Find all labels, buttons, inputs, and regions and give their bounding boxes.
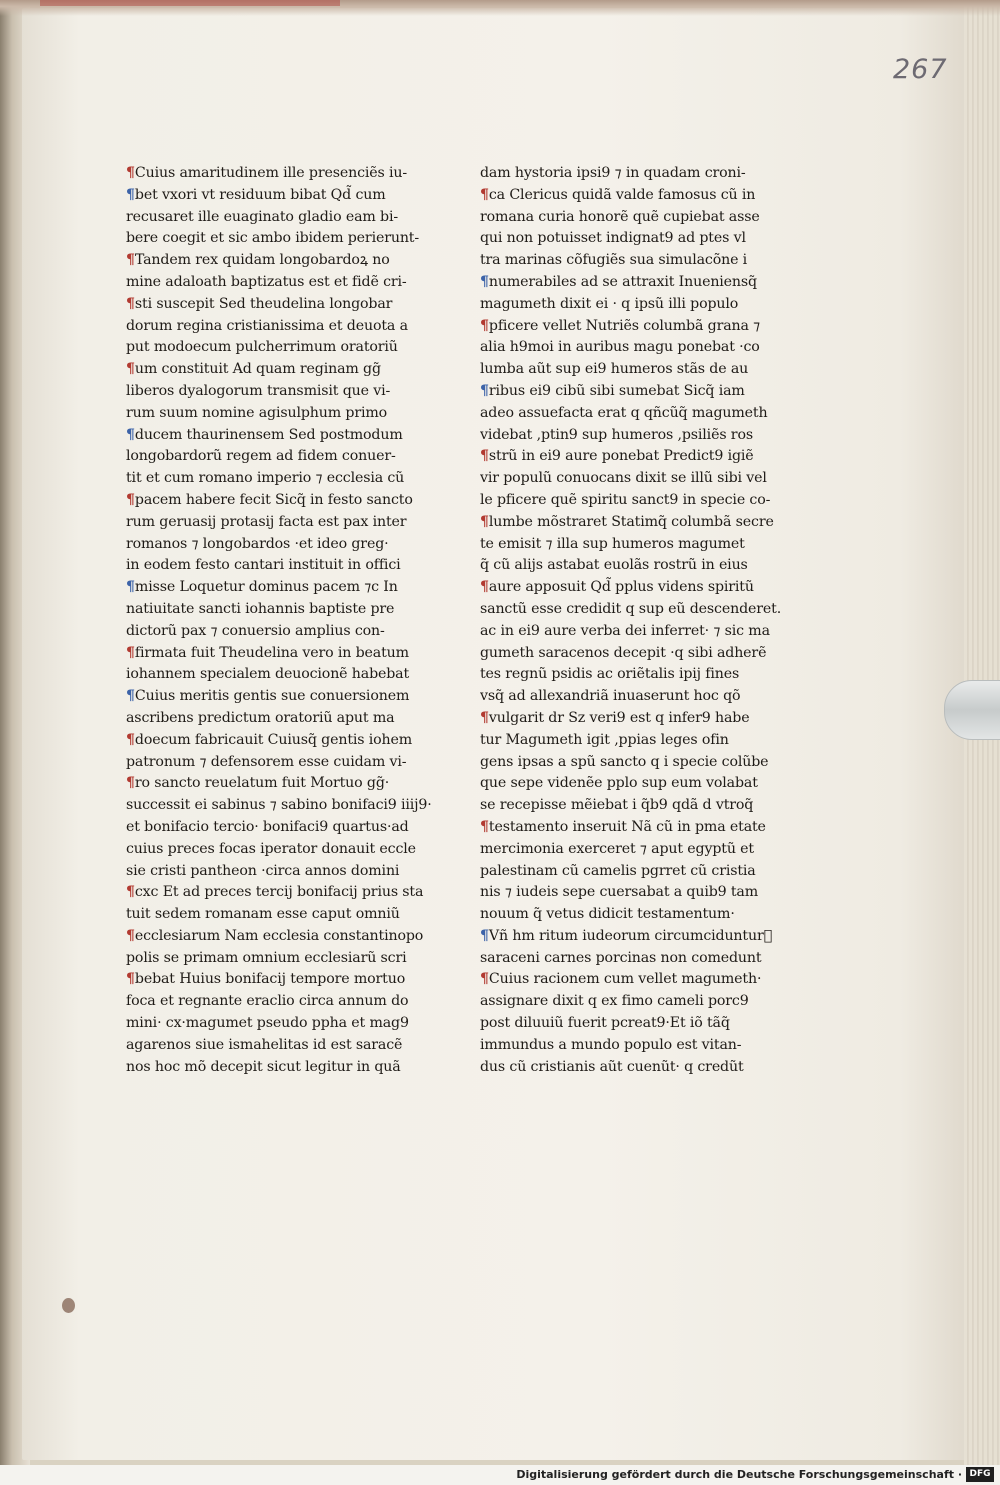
text-line: dam hystoria ipsi9 ⁊ in quadam croni- [480,165,746,181]
left-text-column [126,163,438,1078]
text-line: palestinam cũ camelis pgrret cũ cristia [480,862,756,879]
text-line: longobardorũ regem ad fidem conuer- [126,448,396,465]
text-line: mine adaloath baptizatus est et fidẽ cri- [126,273,407,290]
text-line: ¶Cuius racionem cum vellet magumeth· [480,971,762,988]
rubricated-initial: ¶ [480,709,489,726]
text-line: vir populũ conuocans dixit se illũ sibi vel [480,470,767,487]
rubricated-initial: ¶ [126,971,135,988]
text-line: sie cristi pantheon ·circa annos domini [126,862,400,879]
text-line: ¶testamento inseruit Nã cũ in pma etate [480,818,766,835]
right-text-column [480,163,792,1078]
rubricated-initial: ¶ [480,927,489,944]
funding-credit: Digitalisierung gefördert durch die Deutsche Forschungsgemeinschaft · [516,1468,962,1481]
text-line: q̃ cũ alijs astabat euolãs rostrũ in eius [480,557,748,574]
text-line: ¶firmata fuit Theudelina vero in beatum [126,644,409,661]
rubricated-initial: ¶ [480,971,489,988]
text-line: romana curia honorẽ quẽ cupiebat asse [480,208,760,225]
text-line: dus cũ cristianis aũt cuenũt· q credũt [480,1058,744,1075]
text-line: se recepisse mẽiebat i q̃b9 qdã d vtroq̃ [480,797,754,814]
dfg-logo: DFG [966,1467,994,1482]
rubricated-initial: ¶ [126,186,135,203]
rubricated-initial: ¶ [126,252,135,269]
footer-bar [0,1465,1000,1485]
text-line: ¶bebat Huius bonifacij tempore mortuo [126,971,406,988]
text-line: ¶sti suscepit Sed theudelina longobar [126,295,393,312]
text-line: dictorũ pax ⁊ conuersio amplius con- [126,622,385,639]
text-line: ¶doecum fabricauit Cuiusq̃ gentis iohem [126,731,413,748]
text-line: rum suum nomine agisulphum primo [126,404,388,421]
text-line: ¶numerabiles ad se attraxit Inueniensq̃ [480,273,757,290]
text-line: liberos dyalogorum transmisit que vi- [126,382,391,399]
text-line: ¶pacem habere fecit Sicq̃ in festo sancto [126,491,413,508]
rubricated-initial: ¶ [480,448,489,465]
text-line: romanos ⁊ longobardos ·et ideo greg· [126,535,389,552]
text-line: et bonifacio tercio· bonifaci9 quartus·ad [126,818,409,835]
text-line: ¶misse Loquetur dominus pacem ⁊c In [126,579,398,596]
text-line: tit et cum romano imperio ⁊ ecclesia cũ [126,470,405,487]
text-line: gens ipsas a spũ sancto q i specie colũbe [480,753,769,770]
text-line: ¶bet vxori vt residuum bibat Qd̃ cum [126,186,386,203]
ink-stain [62,1298,75,1313]
text-line: ¶um constituit Ad quam reginam gg̃ [126,361,381,378]
text-line: mini· cx·magumet pseudo ppha et mag9 [126,1015,409,1032]
text-line: que sepe videnẽe pplo sup eum volabat [480,775,758,792]
rubricated-initial: ¶ [126,426,135,443]
rubricated-initial: ¶ [480,317,489,334]
text-line: ¶vulgarit dr Sz veri9 est q infer9 habe [480,709,750,726]
rubricated-initial: ¶ [480,186,489,203]
text-line: rum geruasij protasij facta est pax inter [126,513,407,530]
rubricated-initial: ¶ [126,165,135,181]
text-line: iohannem specialem deuocionẽ habebat [126,666,410,683]
rubricated-initial: ¶ [126,491,135,508]
top-cover-strip [0,0,1000,16]
text-line: ¶ro sancto reuelatum fuit Mortuo gg̃· [126,775,390,792]
text-line: dorum regina cristianissima et deuota a [126,317,408,334]
text-line: ¶ribus ei9 cibũ sibi sumebat Sicq̃ iam [480,382,745,399]
text-line: nouum q̃ vetus didicit testamentum· [480,906,735,923]
page-clip [944,680,1000,740]
text-line: sanctũ esse credidit q sup eũ descenderet. [480,600,782,617]
text-line: videbat ,ptin9 sup humeros ,psiliẽs ros [480,426,753,443]
text-line: natiuitate sancti iohannis baptiste pre [126,600,395,617]
text-line: saraceni carnes porcinas non comedunt [480,949,762,966]
rubricated-initial: ¶ [126,579,135,596]
rubricated-initial: ¶ [480,273,489,290]
text-line: successit ei sabinus ⁊ sabino bonifaci9 iiij9· [126,797,432,814]
text-line: tuit sedem romanam esse caput omniũ [126,906,400,923]
text-line: agarenos siue ismahelitas id est saracẽ [126,1036,403,1053]
text-line: ¶Cuius amaritudinem ille presenciẽs iu- [126,165,408,181]
text-line: vsq̃ ad allexandriã inuaserunt hoc qõ [480,688,741,705]
text-line: tur Magumeth igit ,ppias leges ofin [480,731,729,748]
text-line: ¶ecclesiarum Nam ecclesia constantinopo [126,927,424,944]
text-line: gumeth saracenos decepit ·q sibi adherẽ [480,644,767,661]
text-line: bere coegit et sic ambo ibidem perierunt- [126,230,420,247]
text-line: ¶lumbe mõstraret Statimq̃ columbã secre [480,513,774,530]
text-line: ¶ca Clericus quidã valde famosus cũ in [480,186,756,203]
text-line: assignare dixit q ex fimo cameli porc9 [480,993,749,1010]
text-line: ¶ducem thaurinensem Sed postmodum [126,426,403,443]
rubricated-initial: ¶ [126,688,135,705]
text-line: tra marinas cõfugiẽs sua simulacõne i [480,252,748,269]
rubricated-initial: ¶ [480,513,489,530]
text-line: polis se primam omnium ecclesiarũ scri [126,949,407,966]
text-line: mercimonia exerceret ⁊ aput egyptũ et [480,840,754,857]
rubricated-initial: ¶ [126,884,135,901]
rubricated-initial: ¶ [480,579,489,596]
text-line: ascribens predictum oratoriũ aput ma [126,709,395,726]
rubricated-initial: ¶ [126,295,135,312]
text-line: lumba aũt sup ei9 humeros stãs de au [480,361,749,378]
text-line: ¶Cuius meritis gentis sue conuersionem [126,688,410,705]
folio-number: 267 [893,54,948,85]
text-line: immundus a mundo populo est vitan- [480,1036,742,1053]
text-line: alia h9moi in auribus magu ponebat ·co [480,339,760,356]
text-line: nis ⁊ iudeis sepe cuersabat a quib9 tam [480,884,759,901]
rubricated-initial: ¶ [126,927,135,944]
text-line: tes regnũ psidis ac oriẽtalis ipij fines [480,666,740,683]
text-line: ac in ei9 aure verba dei inferret· ⁊ sic ma [480,622,770,639]
text-line: ¶Vñ hm ritum iudeorum circumcidunturᷓ [480,927,773,944]
text-line: put modoecum pulcherrimum oratoriũ [126,339,398,356]
text-line: foca et regnante eraclio circa annum do [126,993,409,1010]
text-line: patronum ⁊ defensorem esse cuidam vi- [126,753,407,770]
rubricated-initial: ¶ [480,382,489,399]
text-line: adeo assuefacta erat q qñcũq̃ magumeth [480,404,768,421]
text-line: le pficere quẽ spiritu sanct9 in specie co- [480,491,771,508]
text-line: ¶aure apposuit Qd̃ pplus videns spiritũ [480,579,754,596]
text-line: nos hoc mõ decepit sicut legitur in quã [126,1058,401,1075]
text-line: post diluuiũ fuerit pcreat9·Et iõ tãq̃ [480,1015,730,1032]
text-line: ¶strũ in ei9 aure ponebat Predict9 igiẽ [480,448,754,465]
text-line: ¶Tandem rex quidam longobardoꝝ no [126,252,390,269]
rubricated-initial: ¶ [126,644,135,661]
rubricated-initial: ¶ [126,361,135,378]
text-line: recusaret ille euaginato gladio eam bi- [126,208,398,225]
text-line: te emisit ⁊ illa sup humeros magumet [480,535,745,552]
text-line: qui non potuisset indignat9 ad ptes vl [480,230,746,247]
text-line: ¶cxc Et ad preces tercij bonifacij prius sta [126,884,424,901]
text-line: ¶pficere vellet Nutriẽs columbã grana ⁊ [480,317,761,334]
text-line: magumeth dixit ei · q ipsũ illi populo [480,295,739,312]
text-line: in eodem festo cantari instituit in offici [126,557,401,574]
text-line: cuius preces focas iperator donauit eccle [126,840,416,857]
rubricated-initial: ¶ [126,731,135,748]
rubricated-initial: ¶ [480,818,489,835]
rubricated-initial: ¶ [126,775,135,792]
